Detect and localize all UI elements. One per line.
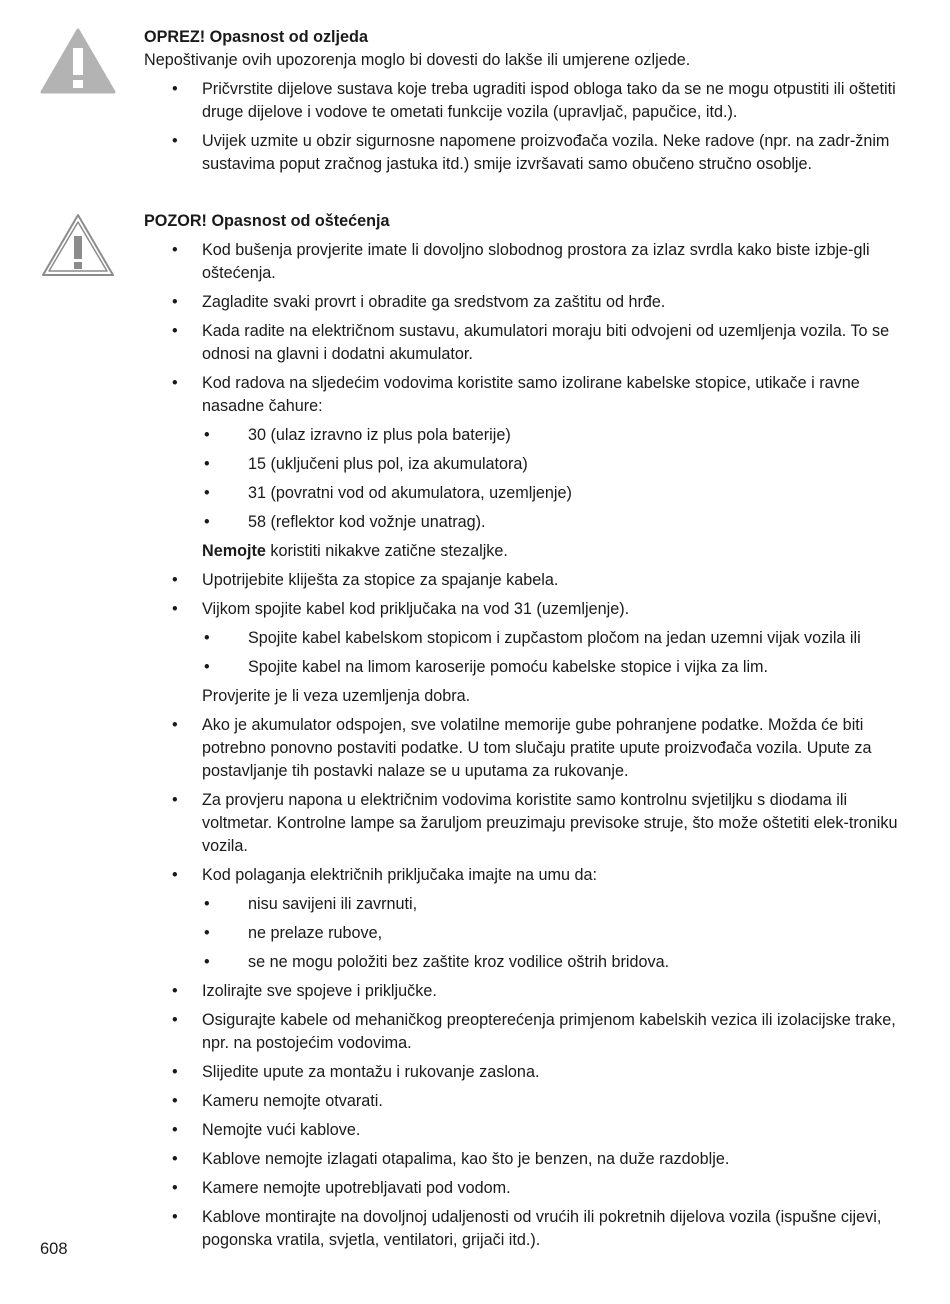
list-item xyxy=(144,239,914,285)
list-item-text: Kablove montirajte na dovoljnoj udaljenosti od vrućih ili pokretnih dijelova vozila (ispušne cijevi, pogonska vratila, svjetla, ventilatori, grijači itd.). xyxy=(202,1208,882,1249)
list-item xyxy=(144,320,914,366)
list-item xyxy=(144,980,914,1003)
sub-list-item: • 31 (povratni vod od akumulatora, uzemljenje) xyxy=(202,482,914,505)
sub-list-item: • Spojite kabel kabelskom stopicom i zupčastom pločom na jedan uzemni vijak vozila ili xyxy=(202,627,914,650)
list-item xyxy=(144,372,914,563)
sub-list xyxy=(202,424,914,534)
list-item-text: Kod bušenja provjerite imate li dovoljno slobodnog prostora za izlaz svrdla kako biste izbje-gli oštećenja. xyxy=(202,241,870,282)
warning-triangle-filled-icon xyxy=(40,28,116,94)
list-item xyxy=(144,714,914,783)
sub-list-item: • 15 (uključeni plus pol, iza akumulatora) xyxy=(202,453,914,476)
list-item xyxy=(144,598,914,708)
list-item-text: Slijedite upute za montažu i rukovanje zaslona. xyxy=(202,1063,540,1081)
notice-block xyxy=(144,210,914,1252)
list-item: • Pričvrstite dijelove sustava koje treba ugraditi ispod obloga tako da se ne mogu otpustiti ili oštetiti druge dijelove i vodove te ometati funkcije vozila (upravljač, papučice, itd.). xyxy=(144,78,914,124)
sub-list-item: • nisu savijeni ili zavrnuti, xyxy=(202,893,914,916)
list-item-text: Izolirajte sve spojeve i priključke. xyxy=(202,982,437,1000)
list-item-text: Kablove nemojte izlagati otapalima, kao što je benzen, na duže razdoblje. xyxy=(202,1150,730,1168)
list-item xyxy=(144,1009,914,1055)
item-note xyxy=(202,540,914,563)
caution-list xyxy=(144,78,914,176)
item-note: Provjerite je li veza uzemljenja dobra. xyxy=(202,687,471,705)
list-item-text: Osigurajte kabele od mehaničkog preopterećenja primjenom kabelskih vezica ili izolacijske trake, npr. na postojećim vodovima. xyxy=(202,1011,896,1052)
list-item-text: Upotrijebite kliješta za stopice za spajanje kabela. xyxy=(202,571,559,589)
sub-list-item: • Spojite kabel na limom karoserije pomoću kabelske stopice i vijka za lim. xyxy=(202,656,914,679)
list-item-text: Kada radite na električnom sustavu, akumulatori moraju biti odvojeni od uzemljenja vozila. To se odnosi na glavni i dodatni akumulator. xyxy=(202,322,890,363)
page-number: 608 xyxy=(40,1240,68,1258)
notice-title: POZOR! Opasnost od oštećenja xyxy=(144,212,390,230)
list-item-text: Kameru nemojte otvarati. xyxy=(202,1092,383,1110)
notice-list xyxy=(144,239,914,1252)
list-item xyxy=(144,1061,914,1084)
sub-list-item: • ne prelaze rubove, xyxy=(202,922,914,945)
list-item-text: Vijkom spojite kabel kod priključaka na vod 31 (uzemljenje). xyxy=(202,600,630,618)
list-item xyxy=(144,569,914,592)
caution-title: OPREZ! Opasnost od ozljeda xyxy=(144,28,368,46)
warning-triangle-outline-icon xyxy=(40,212,116,278)
list-item-text: Kod polaganja električnih priključaka imajte na umu da: xyxy=(202,866,598,884)
sub-list xyxy=(202,627,914,679)
list-item-text: Kod radova na sljedećim vodovima koristite samo izolirane kabelske stopice, utikače i ravne nasadne čahure: xyxy=(202,374,860,415)
sub-list-item: • se ne mogu položiti bez zaštite kroz vodilice oštrih bridova. xyxy=(202,951,914,974)
list-item xyxy=(144,1119,914,1142)
list-item xyxy=(144,789,914,858)
note-emphasis: Nemojte xyxy=(202,542,266,560)
sub-list xyxy=(202,893,914,974)
caution-block xyxy=(144,26,914,176)
list-item: • Uvijek uzmite u obzir sigurnosne napomene proizvođača vozila. Neke radove (npr. na zadr-žnim sustavima poput zračnog jastuka itd.) smije izvršavati samo obučeno stručno osoblje. xyxy=(144,130,914,176)
list-item xyxy=(144,1148,914,1171)
sub-list-item: • 58 (reflektor kod vožnje unatrag). xyxy=(202,511,914,534)
list-item xyxy=(144,291,914,314)
caution-intro: Nepoštivanje ovih upozorenja moglo bi dovesti do lakše ili umjerene ozljede. xyxy=(144,51,691,69)
sub-list-item: • 30 (ulaz izravno iz plus pola baterije) xyxy=(202,424,914,447)
list-item-text: Nemojte vući kablove. xyxy=(202,1121,361,1139)
list-item-text: Kamere nemojte upotrebljavati pod vodom. xyxy=(202,1179,511,1197)
list-item xyxy=(144,1177,914,1200)
list-item xyxy=(144,1206,914,1252)
list-item-text: Za provjeru napona u električnim vodovima koristite samo kontrolnu svjetiljku s diodama ili voltmetar. Kontrolne lampe sa žaruljom preuzimaju previsoke struje, što može oštetiti elek-troniku vozila. xyxy=(202,791,898,855)
list-item xyxy=(144,1090,914,1113)
list-item xyxy=(144,864,914,974)
list-item-text: Zagladite svaki provrt i obradite ga sredstvom za zaštitu od hrđe. xyxy=(202,293,666,311)
note-text: koristiti nikakve zatične stezaljke. xyxy=(265,542,508,560)
list-item-text: Ako je akumulator odspojen, sve volatilne memorije gube pohranjene podatke. Možda će biti potrebno ponovno postaviti podatke. U tom slučaju pratite upute proizvođača vozila. Upute za postavljanje tih postavki nalaze se u uputama za rukovanje. xyxy=(202,716,872,780)
